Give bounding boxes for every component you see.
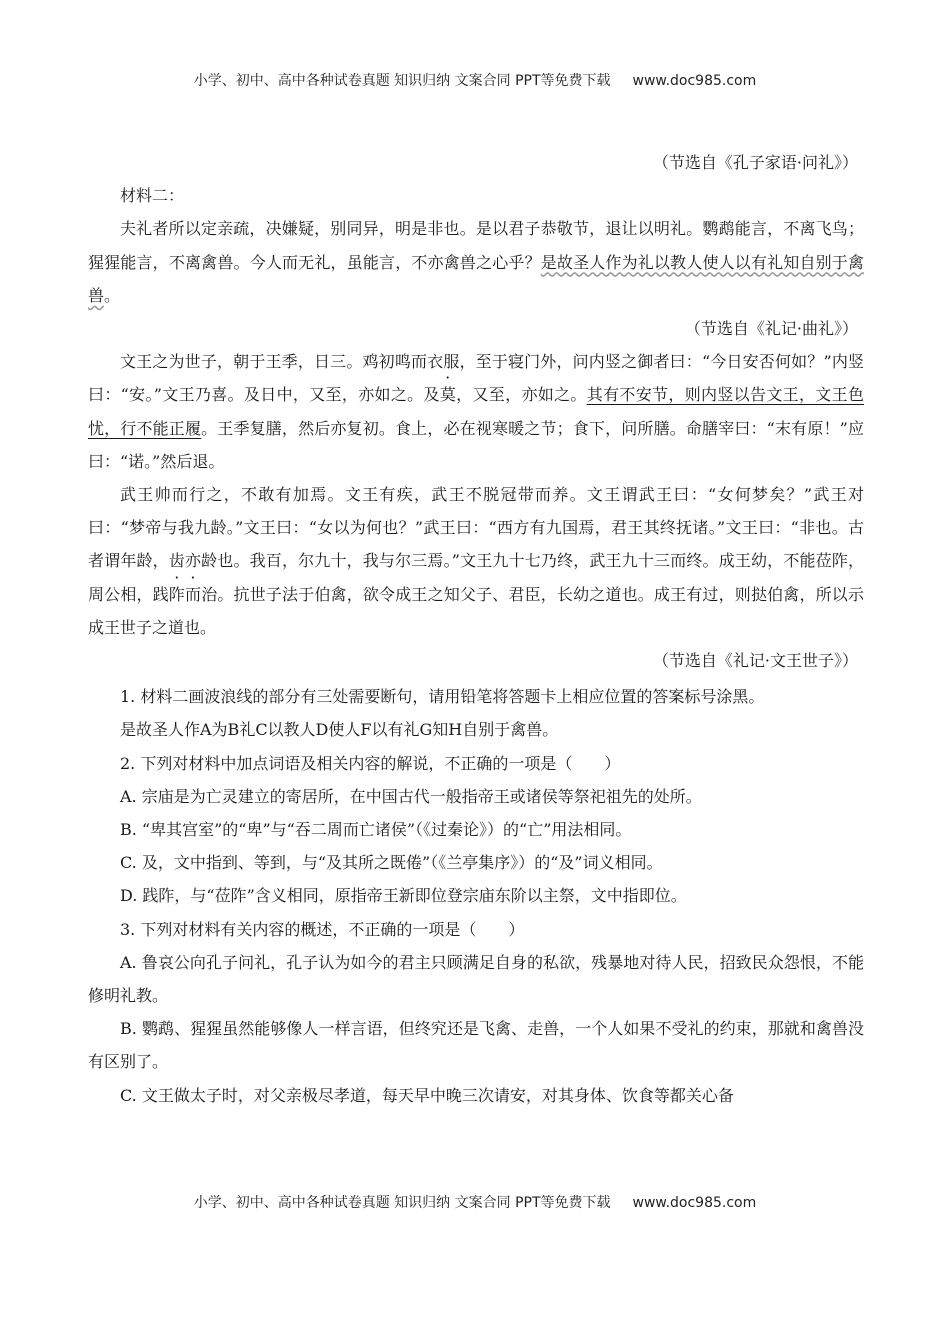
question-2-option-d: D. 践阼，与“莅阼”含义相同，原指帝王新即位登宗庙东阶以主祭，文中指即位。	[120, 886, 687, 906]
question-3-option-b: B. 鹦鹉、猩猩虽然能够像人一样言语，但终究还是飞禽、走兽，一个人如果不受礼的约束，那就和禽兽没有区别了。	[88, 1019, 864, 1072]
question-2: 2. 下列对材料中加点词语及相关内容的解说，不正确的一项是（ ）	[120, 753, 621, 773]
source-note-1: （节选自《孔子家语·问礼》）	[652, 153, 858, 172]
dotted-word-jian: 践	[152, 584, 169, 604]
source-note-2: （节选自《礼记·曲礼》）	[684, 319, 858, 339]
paragraph-wenwang-text-b: 莫，又至，亦如之。	[439, 385, 587, 405]
header-text: 小学、初中、高中各种试卷真题 知识归纳 文案合同 PPT等免费下载	[193, 73, 611, 89]
footer-site[interactable]: www.doc985.com	[632, 1195, 757, 1211]
underlined-sentence: 其有不安节，则内竖以告文王，文王色忧，行不能正履	[88, 385, 864, 438]
question-3-option-c: C. 文王做太子时，对父亲极尽孝道，每天早中晚三次请安，对其身体、饮食等都关心备	[120, 1085, 734, 1105]
question-1-sentence: 是故圣人作A为B礼C以教人D使人F以有礼G知H自别于禽兽。	[120, 720, 559, 740]
question-3-option-a: A. 鲁哀公向孔子问礼，孔子认为如今的君主只顾满足自身的私欲，残暴地对待人民，招致民众怨恨，不能修明礼教。	[88, 952, 864, 1006]
paragraph-wuwang	[88, 478, 864, 644]
source-note-3: （节选自《礼记·文王世子》）	[652, 651, 858, 671]
question-2-option-b: B. “卑其宫室”的“卑”与“吞二周而亡诸侯”（《过秦论》）的“亡”用法相同。	[120, 820, 632, 840]
question-2-option-a: A. 宗庙是为亡灵建立的寄居所，在中国古代一般指帝王或诸侯等祭祀祖先的处所。	[120, 786, 702, 806]
page-footer	[0, 1192, 950, 1212]
dotted-word-ji: 及	[423, 385, 440, 405]
page-header	[0, 70, 950, 90]
wavy-underlined-text: 是故圣人作为礼以教人使人以有礼知自别于禽兽	[88, 252, 864, 305]
footer-text: 小学、初中、高中各种试卷真题 知识归纳 文案合同 PPT等免费下载	[193, 1195, 611, 1211]
document-body	[88, 146, 864, 1112]
paragraph-wenwang	[88, 345, 864, 478]
paragraph-wuwang-text-a: 武王帅而行之，不敢有加焉。文王有疾，武王不脱冠带而养。文王谓武王曰：“女何梦矣？”武王对曰：“梦帝与我九龄。”文王曰：“女以为何也？”武王曰：“西方有九国焉，君王其终抚诸。”文王曰：“非也。古者谓年龄，齿亦龄也。我百，尔九十，我与尔三焉。”文王九十七乃终，武王九十三而终。成王幼，不能莅阼，周公相，	[88, 485, 864, 604]
question-3: 3. 下列对材料有关内容的概述，不正确的一项是（ ）	[120, 919, 525, 939]
paragraph-wenwang-text-c: 。王季复膳，然后亦复初。食上，必在视寒暖之节；食下，问所膳。命膳宰曰：“末有原！”应曰：“诺。”然后退。	[88, 418, 864, 471]
question-1: 1. 材料二画波浪线的部分有三处需要断句，请用铅笔将答题卡上相应位置的答案标号涂黑。	[120, 687, 765, 707]
dotted-word-zuo: 阼	[168, 584, 186, 604]
material-2-paragraph	[88, 212, 864, 312]
material-2-end: 。	[104, 285, 121, 305]
header-site[interactable]: www.doc985.com	[632, 73, 757, 89]
material-2-title: 材料二：	[120, 186, 185, 206]
paragraph-wuwang-text-b: 而治。抗世子法于伯禽，欲令成王之知父子、君臣，长幼之道也。成王有过，则挞伯禽，所以示成王世子之道也。	[88, 584, 864, 637]
material-2-text: 夫礼者所以定亲疏，决嫌疑，别同异，明是非也。是以君子恭敬节，退让以明礼。鹦鹉能言，不离飞鸟；猩猩能言，不离禽兽。今人而无礼，虽能言，不亦禽兽之心乎？	[88, 219, 864, 272]
question-2-option-c: C. 及，文中指到、等到，与“及其所之既倦”（《兰亭集序》）的“及”词义相同。	[120, 853, 663, 873]
paragraph-wenwang-text-a: 文王之为世子，朝于王季，日三。鸡初鸣而衣服，至于寝门外，问内竖之御者曰：“今日安否何如？”内竖曰：“安。”文王乃喜。及日中，又至，亦如之。	[88, 352, 864, 405]
